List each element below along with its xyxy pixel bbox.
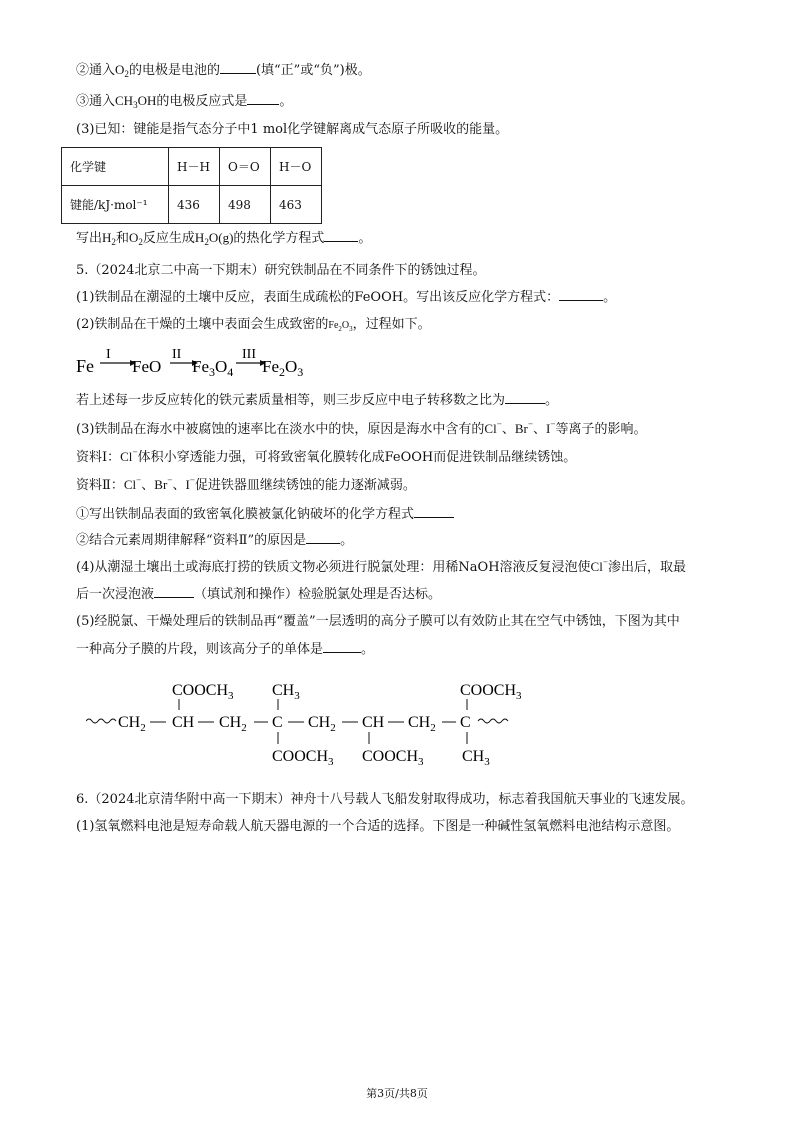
table-row bbox=[62, 186, 322, 224]
bottom-ch3: $CH_3$ bbox=[462, 748, 490, 768]
q6-title: 6.（2024北京清华附中高一下期末）神舟十八号载人飞船发射取得成功，标志着我国航天事业的飞速发展。 bbox=[76, 792, 694, 807]
text: 体积小穿透能力强，可将致密氧化膜转化成FeOOH而促进铁制品继续锈蚀。 bbox=[137, 450, 577, 465]
q4-line3-post: 的电极反应式是 bbox=[156, 94, 248, 109]
answer-blank[interactable] bbox=[505, 391, 545, 404]
main-c-1: C bbox=[272, 714, 283, 731]
text: ②结合元素周期律解释“资料Ⅱ”的原因是 bbox=[76, 533, 307, 548]
text: 资料Ⅰ： bbox=[76, 450, 121, 465]
punct: 。 bbox=[358, 231, 372, 246]
q5-title: 5.（2024北京二中高一下期末）研究铁制品在不同条件下的锈蚀过程。 bbox=[76, 263, 486, 278]
answer-blank[interactable] bbox=[247, 92, 279, 105]
ion-list: Cl−、Br−、I− bbox=[484, 419, 556, 436]
h2o-g-formula: $H_2O(g)$ bbox=[194, 230, 234, 247]
punct: 。 bbox=[545, 393, 559, 408]
table-cell: 498 bbox=[220, 186, 271, 224]
ch3oh-formula: $CH_3OH$ bbox=[115, 93, 157, 110]
q4-line-ch3oh-electrode bbox=[76, 92, 292, 111]
text: (3)铁制品在海水中被腐蚀的速率比在淡水中的快，原因是海水中含有的 bbox=[76, 422, 485, 437]
q5-part4-line1 bbox=[76, 558, 686, 577]
text: 的热化学方程式 bbox=[233, 231, 325, 246]
q5-ref1 bbox=[76, 448, 576, 467]
step3-label: III bbox=[242, 347, 256, 362]
feo-label: FeO bbox=[132, 357, 162, 376]
ion-list: Cl−、Br−、I− bbox=[123, 475, 195, 492]
text: 资料Ⅱ： bbox=[76, 478, 124, 493]
answer-blank[interactable] bbox=[559, 288, 603, 301]
fe2o3-formula: $Fe_2O_3$ bbox=[328, 320, 353, 333]
text: 若上述每一步反应转化的铁元素质量相等，则三步反应中电子转移数之比为 bbox=[76, 393, 506, 408]
main-ch2-4: $CH_2$ bbox=[408, 714, 436, 734]
fe3o4-label: $Fe_3O_4$ bbox=[192, 357, 234, 379]
text: 等离子的影响。 bbox=[555, 422, 647, 437]
punct: 。 bbox=[603, 290, 617, 305]
main-ch2-3: $CH_2$ bbox=[308, 714, 336, 734]
q5-part2 bbox=[76, 316, 431, 335]
bottom-cooch3-2: $COOCH_3$ bbox=[362, 748, 424, 768]
step2-label: II bbox=[172, 347, 182, 362]
q5-sub1 bbox=[76, 505, 454, 524]
q4-line-o2-electrode bbox=[76, 61, 371, 80]
table-cell: 436 bbox=[169, 186, 220, 224]
q5-sub2 bbox=[76, 531, 353, 550]
table-cell: O＝O bbox=[220, 148, 271, 186]
text: ，过程如下。 bbox=[352, 317, 431, 332]
fe2o3-product: $Fe_2O_3$ bbox=[262, 357, 304, 379]
main-ch-2: CH bbox=[362, 714, 385, 731]
o2-formula: $O_2$ bbox=[128, 230, 143, 247]
main-c-2: C bbox=[460, 714, 471, 731]
q6-part1: (1)氢氧燃料电池是短寿命载人航天器电源的一个合适的选择。下图是一种碱性氢氧燃料电池结构示意图。 bbox=[76, 819, 680, 834]
text: (2)铁制品在干燥的土壤中表面会生成致密的 bbox=[76, 317, 329, 332]
table-cell: 键能/kJ·mol⁻¹ bbox=[62, 186, 169, 224]
answer-blank[interactable] bbox=[414, 505, 454, 518]
step1-label: I bbox=[106, 347, 111, 362]
q5-part5-line2 bbox=[76, 640, 374, 659]
table-cell: 463 bbox=[271, 186, 322, 224]
q4-line3-pre: ③通入 bbox=[76, 94, 116, 109]
text: 促进铁器皿继续锈蚀的能力逐渐减弱。 bbox=[194, 478, 416, 493]
answer-blank[interactable] bbox=[323, 640, 361, 653]
text: 写出 bbox=[76, 231, 103, 246]
top-cooch3-1: $COOCH_3$ bbox=[172, 682, 234, 702]
fe-label: Fe bbox=[76, 356, 94, 376]
table-cell: H－H bbox=[169, 148, 220, 186]
q5-part1 bbox=[76, 288, 616, 307]
main-ch-1: CH bbox=[172, 714, 195, 731]
rust-reaction-scheme bbox=[76, 344, 336, 380]
q5-part5-line1: (5)经脱氯、干燥处理后的铁制品再“覆盖”一层透明的高分子膜可以有效防止其在空气中锈蚀，下图为其中 bbox=[76, 614, 680, 629]
text: 渗出后，取最 bbox=[607, 560, 686, 575]
text: (1)铁制品在潮湿的土壤中反应，表面生成疏松的FeOOH。写出该反应化学方程式： bbox=[76, 290, 560, 305]
text: 后一次浸泡液 bbox=[76, 587, 155, 602]
top-ch3: $CH_3$ bbox=[272, 682, 300, 702]
q4-line-thermo-equation bbox=[76, 229, 371, 248]
table-cell: H－O bbox=[271, 148, 322, 186]
punct: 。 bbox=[340, 533, 354, 548]
top-cooch3-2: $COOCH_3$ bbox=[460, 682, 522, 702]
q5-part2-question bbox=[76, 391, 558, 410]
main-ch2-1: $CH_2$ bbox=[118, 714, 146, 734]
o2-formula: $O_2$ bbox=[115, 62, 129, 79]
answer-blank[interactable] bbox=[154, 585, 194, 598]
q4-line2-post: (填“正”或“负”)极。 bbox=[255, 63, 371, 78]
polymer-structure bbox=[86, 680, 546, 770]
wavy-bond-left bbox=[86, 719, 116, 723]
answer-blank[interactable] bbox=[324, 229, 358, 242]
q4-line2-mid: 的电极是电池的 bbox=[128, 63, 220, 78]
bottom-cooch3-1: $COOCH_3$ bbox=[272, 748, 334, 768]
h2-formula: $H_2$ bbox=[102, 230, 116, 247]
punct: 。 bbox=[279, 94, 293, 109]
text: （填试剂和操作）检验脱氯处理是否达标。 bbox=[194, 587, 442, 602]
q5-ref2 bbox=[76, 476, 416, 495]
main-ch2-2: $CH_2$ bbox=[219, 714, 247, 734]
text: (4)从潮湿土壤出土或海底打捞的铁质文物必须进行脱氯处理：用稀NaOH溶液反复浸泡使 bbox=[76, 560, 591, 575]
q5-part4-line2 bbox=[76, 585, 441, 604]
cl-ion: Cl− bbox=[590, 557, 608, 574]
text: 反应生成 bbox=[142, 231, 195, 246]
page-footer: 第3页/共8页 bbox=[366, 1087, 428, 1100]
table-cell: 化学键 bbox=[62, 148, 169, 186]
text: 和 bbox=[115, 231, 129, 246]
bond-energy-table bbox=[61, 147, 322, 224]
q5-part3 bbox=[76, 420, 647, 439]
answer-blank[interactable] bbox=[220, 61, 256, 74]
q4-line2-pre: ②通入 bbox=[76, 63, 116, 78]
table-row bbox=[62, 148, 322, 186]
cl-ion: Cl− bbox=[120, 447, 138, 464]
text: ①写出铁制品表面的致密氧化膜被氯化钠破坏的化学方程式 bbox=[76, 507, 415, 522]
text: 一种高分子膜的片段，则该高分子的单体是 bbox=[76, 642, 324, 657]
wavy-bond-right bbox=[478, 719, 508, 723]
main-chain bbox=[118, 714, 471, 734]
answer-blank[interactable] bbox=[306, 531, 340, 544]
punct: 。 bbox=[361, 642, 375, 657]
q4-line-bond-energy: (3)已知：键能是指气态分子中1 mol化学键解离成气态原子所吸收的能量。 bbox=[76, 122, 509, 137]
